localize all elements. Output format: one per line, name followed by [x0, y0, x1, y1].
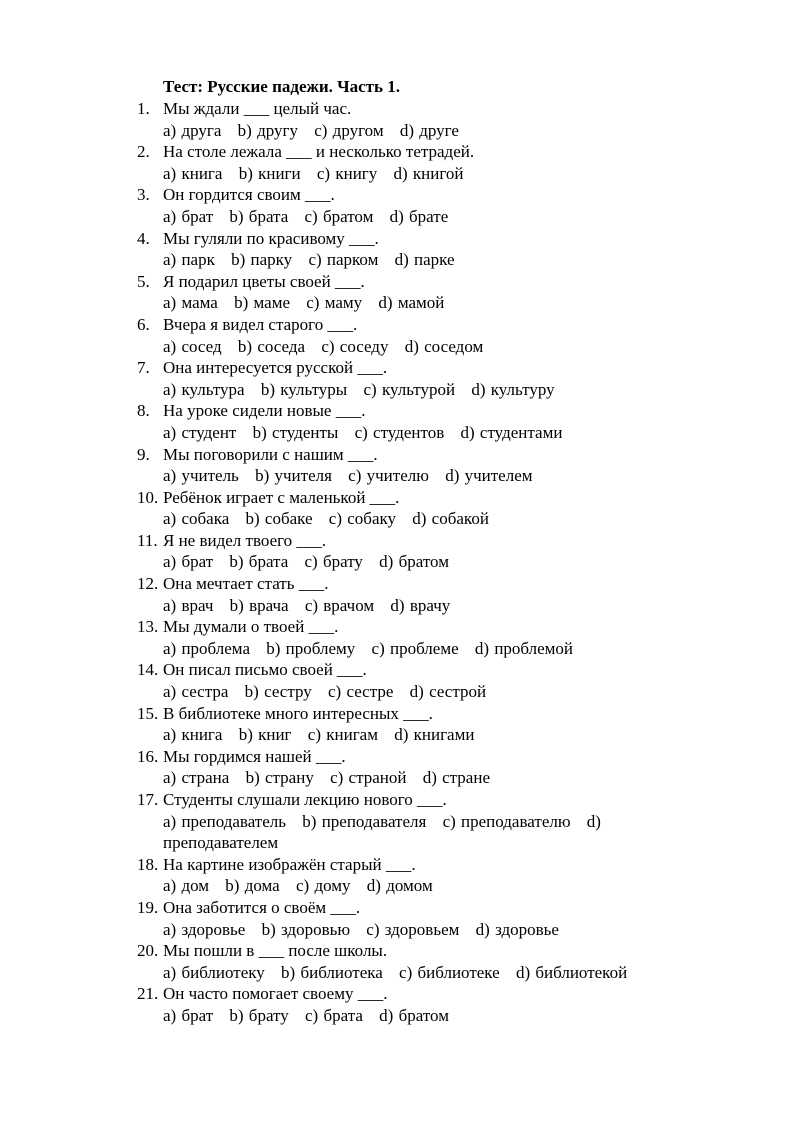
answer-options	[163, 875, 693, 897]
answer-option: d) братом	[379, 1005, 449, 1025]
answer-option: c) библиотеке	[399, 962, 500, 982]
answer-option: c) книгу	[316, 163, 378, 183]
answer-option: b) студенты	[252, 422, 339, 442]
question-text: Мы ждали ___ целый час.	[163, 99, 352, 118]
answer-option: c) проблеме	[371, 638, 459, 658]
answer-option: a) студент	[163, 422, 237, 442]
answer-option: a) библиотеку	[163, 962, 265, 982]
answer-option: c) страной	[330, 768, 407, 788]
question-item	[0, 789, 800, 854]
answer-option: c) сестре	[328, 682, 394, 702]
answer-options	[163, 163, 693, 185]
answer-option: b) другу	[237, 120, 298, 140]
question-text: Мы поговорили с нашим ___.	[163, 444, 378, 464]
question-text: Он гордится своим ___.	[163, 185, 335, 205]
question-text: Она мечтает стать ___.	[163, 574, 329, 594]
question-item	[0, 444, 800, 487]
question-item	[0, 897, 800, 940]
question-number: 10.	[137, 487, 159, 507]
question-item	[0, 98, 800, 141]
answer-option: d) здоровье	[475, 919, 559, 939]
question-item	[0, 530, 800, 573]
answer-option: a) здоровье	[163, 919, 246, 939]
question-number: 2.	[137, 142, 150, 162]
question-number: 17.	[137, 790, 159, 809]
question-item	[0, 184, 800, 227]
question-number: 9.	[137, 444, 150, 464]
answer-options	[163, 336, 693, 358]
answer-option: b) учителя	[255, 466, 332, 486]
question-text: В библиотеке много интересных ___.	[163, 703, 433, 723]
answer-options	[163, 249, 693, 271]
answer-options	[163, 292, 693, 314]
answer-option: a) сосед	[163, 336, 222, 356]
question-number: 5.	[137, 271, 150, 291]
question-number: 4.	[137, 228, 150, 248]
answer-option: d) стране	[422, 768, 491, 788]
question-text: Ребёнок играет с маленькой ___.	[163, 487, 400, 507]
question-text: Она интересуется русской ___.	[163, 358, 388, 378]
question-item	[0, 573, 800, 616]
answer-options	[163, 551, 693, 573]
answer-option: d) мамой	[378, 293, 445, 313]
question-text: Она заботится о своём ___.	[163, 897, 361, 917]
answer-option: c) другом	[314, 120, 384, 140]
question-item	[0, 141, 800, 184]
answer-option: d) книгами	[394, 725, 475, 745]
question-text: На столе лежала ___ и несколько тетрадей.	[163, 142, 475, 162]
question-text: Мы гуляли по красивому ___.	[163, 228, 379, 248]
question-text: Я подарил цветы своей ___.	[163, 271, 365, 291]
answer-option: b) врача	[229, 595, 289, 615]
answer-option: c) соседу	[321, 336, 389, 356]
question-number: 18.	[137, 854, 159, 874]
answer-option: c) книгам	[307, 725, 378, 745]
question-text: Мы думали о твоей ___.	[163, 617, 339, 637]
answer-options	[163, 638, 693, 660]
question-item	[0, 487, 800, 530]
answer-option: b) соседа	[237, 336, 306, 356]
answer-option: b) маме	[234, 293, 290, 313]
answer-option: d) книгой	[393, 163, 464, 183]
answer-option: b) преподавателя	[302, 811, 427, 831]
question-item	[0, 746, 800, 789]
answer-option: c) маму	[306, 293, 363, 313]
answer-option: d) культуру	[471, 379, 555, 399]
question-number: 3.	[137, 185, 150, 205]
question-list	[0, 98, 800, 1027]
question-item	[0, 271, 800, 314]
answer-option: c) преподавателю	[442, 811, 571, 831]
answer-option: d) учителем	[445, 466, 533, 486]
answer-option: b) сестру	[244, 682, 312, 702]
answer-option: d) студентами	[460, 422, 563, 442]
question-number: 21.	[137, 984, 159, 1004]
answer-option: a) дом	[163, 876, 210, 896]
answer-option: c) парком	[308, 250, 379, 270]
question-text: Вчера я видел старого ___.	[163, 314, 358, 334]
question-number: 19.	[137, 897, 159, 917]
answer-option: b) дома	[225, 876, 280, 896]
answer-options	[163, 422, 693, 444]
answer-option: b) страну	[245, 768, 314, 788]
question-item	[0, 228, 800, 271]
question-text: На картине изображён старый ___.	[163, 854, 416, 874]
question-item	[0, 983, 800, 1026]
answer-option: a) брат	[163, 206, 214, 226]
answer-option: b) брату	[229, 1005, 289, 1025]
answer-option: d) проблемой	[474, 638, 574, 658]
answer-option: d) друге	[399, 120, 459, 140]
answer-option: c) дому	[295, 876, 351, 896]
question-text: Он часто помогает своему ___.	[163, 984, 388, 1004]
answer-options	[163, 595, 693, 617]
answer-option: b) здоровью	[261, 919, 351, 939]
question-item	[0, 703, 800, 746]
answer-option: a) учитель	[163, 466, 239, 486]
answer-option: a) культура	[163, 379, 245, 399]
question-number: 7.	[137, 358, 150, 378]
answer-option: b) проблему	[266, 638, 356, 658]
question-number: 15.	[137, 703, 159, 723]
answer-options	[163, 508, 693, 530]
answer-options	[163, 206, 693, 228]
answer-option: c) брата	[305, 1005, 363, 1025]
answer-option: d) братом	[379, 552, 449, 572]
answer-option: d) сестрой	[409, 682, 487, 702]
answer-option: a) преподаватель	[163, 811, 287, 831]
answer-option: c) братом	[304, 206, 374, 226]
answer-option: d) преподавателем	[163, 811, 601, 853]
answer-option: a) страна	[163, 768, 230, 788]
answer-option: d) парке	[394, 250, 455, 270]
question-text: Мы гордимся нашей ___.	[163, 746, 346, 766]
answer-option: a) парк	[163, 250, 215, 270]
question-number: 13.	[137, 617, 159, 637]
answer-options	[163, 681, 693, 703]
answer-option: b) брата	[229, 206, 289, 226]
question-text: Мы пошли в ___ после школы.	[163, 941, 388, 961]
answer-option: d) собакой	[412, 509, 489, 529]
question-number: 14.	[137, 660, 159, 680]
answer-option: c) культурой	[363, 379, 456, 399]
answer-options	[163, 962, 693, 984]
question-text: Студенты слушали лекцию нового ___.	[163, 790, 447, 809]
answer-option: c) брату	[304, 552, 363, 572]
answer-options	[163, 1005, 693, 1027]
question-item	[0, 357, 800, 400]
page-title: Тест: Русские падежи. Часть 1.	[163, 77, 401, 96]
question-number: 1.	[137, 99, 150, 118]
answer-options	[163, 379, 693, 401]
answer-option: a) сестра	[163, 682, 229, 702]
question-text: На уроке сидели новые ___.	[163, 401, 366, 421]
question-item	[0, 314, 800, 357]
answer-option: a) друга	[163, 120, 222, 140]
answer-option: a) проблема	[163, 638, 250, 658]
question-item	[0, 400, 800, 443]
question-text: Я не видел твоего ___.	[163, 530, 327, 550]
answer-option: b) собаке	[245, 509, 313, 529]
answer-options	[163, 724, 693, 746]
answer-option: c) студентов	[354, 422, 445, 442]
answer-option: d) брате	[389, 206, 449, 226]
answer-option: d) домом	[366, 876, 433, 896]
question-number: 16.	[137, 746, 159, 766]
question-item	[0, 940, 800, 983]
answer-option: a) брат	[163, 552, 214, 572]
answer-option: a) брат	[163, 1005, 214, 1025]
answer-option: b) парку	[231, 250, 293, 270]
answer-options	[163, 465, 693, 487]
answer-option: b) книг	[238, 725, 292, 745]
answer-option: a) врач	[163, 595, 214, 615]
answer-option: a) книга	[163, 725, 223, 745]
answer-option: c) здоровьем	[366, 919, 460, 939]
answer-option: a) мама	[163, 293, 218, 313]
answer-option: d) соседом	[404, 336, 484, 356]
question-text: Он писал письмо своей ___.	[163, 660, 367, 680]
answer-options	[163, 919, 693, 941]
answer-option: c) врачом	[304, 595, 375, 615]
answer-option: a) книга	[163, 163, 223, 183]
answer-option: b) книги	[238, 163, 301, 183]
answer-option: d) врачу	[390, 595, 451, 615]
answer-option: a) собака	[163, 509, 230, 529]
question-item	[0, 616, 800, 659]
question-item	[0, 854, 800, 897]
question-item	[0, 659, 800, 702]
answer-options	[163, 120, 693, 142]
answer-option: d) библиотекой	[515, 962, 628, 982]
answer-option: c) собаку	[328, 509, 397, 529]
answer-option: b) культуры	[260, 379, 348, 399]
question-number: 11.	[137, 530, 158, 550]
question-number: 20.	[137, 941, 159, 961]
question-number: 12.	[137, 574, 159, 594]
answer-option: b) брата	[229, 552, 289, 572]
answer-options	[163, 811, 693, 854]
answer-option: b) библиотека	[281, 962, 383, 982]
answer-options	[163, 767, 693, 789]
question-number: 8.	[137, 401, 150, 421]
answer-option: c) учителю	[348, 466, 429, 486]
question-number: 6.	[137, 314, 150, 334]
